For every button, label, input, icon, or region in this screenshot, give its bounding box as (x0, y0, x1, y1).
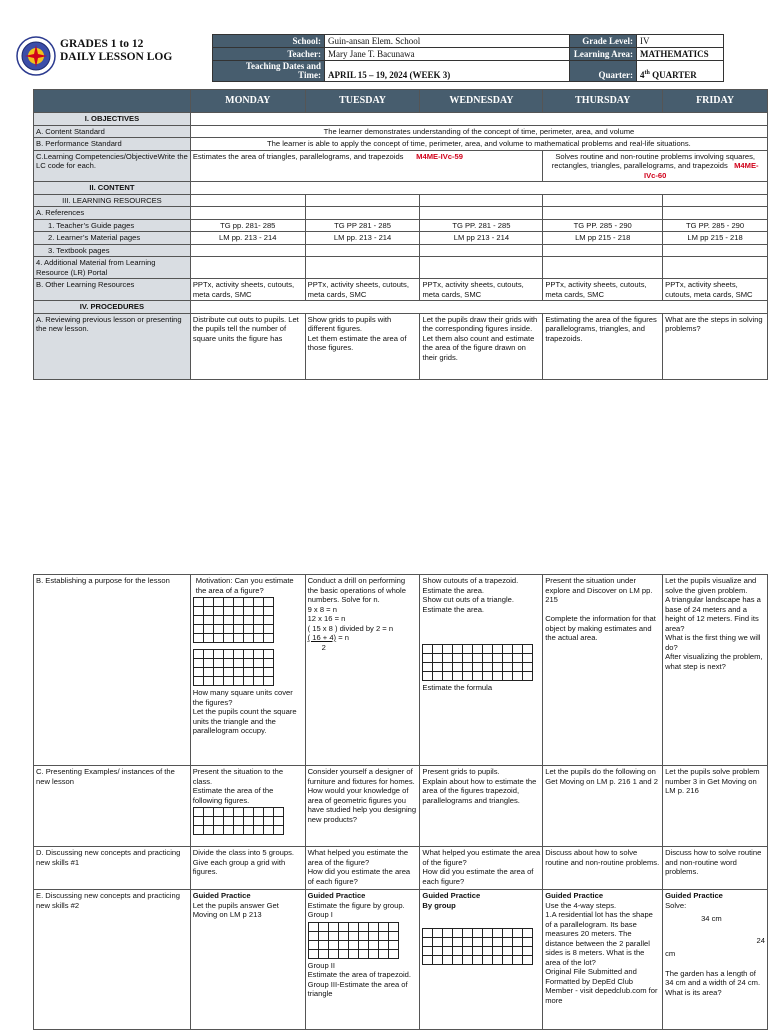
brand-title (60, 38, 220, 64)
content-standard-label: A. Content Standard (34, 125, 191, 138)
quarter-label: Quarter: (570, 61, 637, 82)
content-standard: The learner demonstrates understanding of the concept of time, perimeter, area, and volume (190, 125, 767, 138)
square-grid-4 (193, 807, 284, 835)
brand-line-1: GRADES 1 to 12 (60, 38, 144, 50)
lm-tue: LM pp. 213 - 214 (305, 232, 420, 245)
competencies-label: C.Learning Competencies/ObjectiveWrite the LC code for each. (34, 150, 191, 182)
purpose-label: B. Establishing a purpose for the lesson (34, 575, 191, 766)
day-friday: FRIDAY (663, 90, 768, 113)
discuss2-fri: Guided Practice Solve: 34 cm 24 cm The garden has a length of 34 cm and a width of 24 cm. What is its area? (663, 890, 768, 1030)
lc-code-59: M4ME-IVc-59 (416, 151, 463, 161)
tg-fri: TG PP. 285 - 290 (663, 219, 768, 232)
drill-4: ( 16 + 4) = n (307, 633, 349, 642)
grade-label: Grade Level: (570, 35, 637, 48)
discuss1-fri: Discuss how to solve routine and non-routine word problems. (663, 847, 768, 890)
discuss2-tue: Guided Practice Estimate the figure by group. Group I Group II Estimate the area of trapezoid. Group III-Estimate the area of triangle (305, 890, 420, 1030)
day-monday: MONDAY (190, 90, 305, 113)
lm-wed: LM pp 213 - 214 (420, 232, 543, 245)
other-mon: PPTx, activity sheets, cutouts, meta cards, SMC (190, 279, 305, 301)
section-content: II. CONTENT (34, 182, 191, 195)
area-label: Learning Area: (570, 48, 637, 61)
deped-seal-icon (16, 36, 56, 76)
present-wed: Present grids to pupils. Explain about how to estimate the area of the figures trapezoid, parallelograms and triangles. (420, 766, 543, 847)
purpose-mon: Motivation: Can you estimate the area of a figure? How many square units cover the figures? Let the pupils count the square units the triangle and the parallelogram occupy. (190, 575, 305, 766)
grade-value: IV (637, 35, 724, 48)
discuss2-wed: Guided Practice By group (420, 890, 543, 1030)
lc-code-60: M4ME-IVc-60 (643, 161, 759, 180)
other-thu: PPTx, activity sheets, cutouts, meta cards, SMC (543, 279, 663, 301)
procedures-table (33, 574, 768, 1030)
square-grid-3 (422, 644, 533, 681)
school-label: School: (213, 35, 325, 48)
square-grid-5 (308, 922, 399, 959)
brand-line-2: DAILY LESSON LOG (60, 51, 173, 63)
discuss2-mon: Guided Practice Let the pupils answer Get Moving on LM p 213 (190, 890, 305, 1030)
discuss1-mon: Divide the class into 5 groups. Give each group a grid with figures. (190, 847, 305, 890)
section-objectives: I. OBJECTIVES (34, 113, 191, 126)
section-resources: III. LEARNING RESOURCES (34, 194, 191, 207)
lm-fri: LM pp 215 - 218 (663, 232, 768, 245)
square-grid-2 (193, 649, 274, 686)
square-grid-1 (193, 597, 274, 643)
present-fri: Let the pupils solve problem number 3 in Get Moving on LM p. 216 (663, 766, 768, 847)
school-value: Guin-ansan Elem. School (325, 35, 570, 48)
day-tuesday: TUESDAY (305, 90, 420, 113)
performance-standard-label: B. Performance Standard (34, 138, 191, 151)
lr-portal-label: 4. Additional Material from Learning Resource (LR) Portal (34, 257, 191, 279)
area-value: MATHEMATICS (637, 48, 724, 61)
discuss1-thu: Discuss about how to solve routine and non-routine problems. (543, 847, 663, 890)
performance-standard: The learner is able to apply the concept of time, perimeter, area, and volume to mathematical problems and real-life situations. (190, 138, 767, 151)
lm-mon: LM pp. 213 - 214 (190, 232, 305, 245)
other-wed: PPTx, activity sheets, cutouts, meta cards, SMC (420, 279, 543, 301)
tg-tue: TG PP 281 - 285 (305, 219, 420, 232)
teacher-value: Mary Jane T. Bacunawa (325, 48, 570, 61)
drill-3: ( 15 x 8 ) divided by 2 = n (307, 623, 394, 633)
purpose-thu: Present the situation under explore and Discover on LM pp. 215 Complete the information for that object by making estimates and the actual area. (543, 575, 663, 766)
section-procedures: IV. PROCEDURES (34, 301, 191, 314)
discuss1-tue: What helped you estimate the area of the figure? How did you estimate the area of each figure? (305, 847, 420, 890)
purpose-wed: Show cutouts of a trapezoid. Estimate the area. Show cut outs of a triangle. Estimate the area. Estimate the formula (420, 575, 543, 766)
teacher-label: Teacher: (213, 48, 325, 61)
dates-value: APRIL 15 – 19, 2024 (WEEK 3) (325, 61, 570, 82)
references-label: A. References (34, 207, 191, 220)
day-thursday: THURSDAY (543, 90, 663, 113)
competency-solve: Solves routine and non-routine problems involving squares, rectangles, triangles, parallelograms, and trapezoids M4ME-IVc-60 (543, 150, 768, 182)
purpose-tue: Conduct a drill on performing the basic operations of whole numbers. Solve for n. 9 x 8 = n 12 x 16 = n ( 15 x 8 ) divided by 2 = n ( 16 + 4) = n 2 (305, 575, 420, 766)
lm-label: 2. Learner’s Material pages (34, 232, 191, 245)
discuss2-label: E. Discussing new concepts and practicing new skills #2 (34, 890, 191, 1030)
tg-thu: TG PP. 285 - 290 (543, 219, 663, 232)
day-wednesday: WEDNESDAY (420, 90, 543, 113)
objectives-table (33, 89, 768, 380)
present-label: C. Presenting Examples/ instances of the new lesson (34, 766, 191, 847)
other-tue: PPTx, activity sheets, cutouts, meta cards, SMC (305, 279, 420, 301)
present-tue: Consider yourself a designer of furniture and fixtures for homes. How would your knowledge of area of geometric figures you have studied help you designing new products? (305, 766, 420, 847)
other-fri: PPTx, activity sheets, cutouts, meta cards, SMC (663, 279, 768, 301)
present-mon: Present the situation to the class. Estimate the area of the following figures. (190, 766, 305, 847)
discuss2-thu: Guided Practice Use the 4-way steps. 1.A residential lot has the shape of a parallelogram. Its base measures 20 meters. The distance between the 2 parallel sides is 8 meters. What is the area of the lot? Original File Submitted and Formatted by DepEd Club Member - visit depedclub.com for more (543, 890, 663, 1030)
review-tue: Show grids to pupils with different figures. Let them estimate the area of those figures. (305, 313, 420, 379)
review-mon: Distribute cut outs to pupils. Let the pupils tell the number of square units the figure has (190, 313, 305, 379)
review-wed: Let the pupils draw their grids with the corresponding figures inside. Let them also count and estimate the area of the figure drawn on their grids. (420, 313, 543, 379)
purpose-fri: Let the pupils visualize and solve the given problem. A triangular landscape has a base of 24 meters and a height of 12 meters. Find its area? What is the first thing we will do? After visualizing the problem, what step is next? (663, 575, 768, 766)
square-grid-6 (422, 928, 533, 965)
lm-thu: LM pp 215 - 218 (543, 232, 663, 245)
discuss1-wed: What helped you estimate the area of the figure? How did you estimate the area of each figure? (420, 847, 543, 890)
quarter-value: 4th QUARTER (637, 61, 724, 82)
other-resources-label: B. Other Learning Resources (34, 279, 191, 301)
review-fri: What are the steps in solving problems? (663, 313, 768, 379)
tg-wed: TG PP. 281 - 285 (420, 219, 543, 232)
tg-mon: TG pp. 281- 285 (190, 219, 305, 232)
review-label: A. Reviewing previous lesson or presenting the new lesson. (34, 313, 191, 379)
dates-label: Teaching Dates and Time: (213, 61, 325, 82)
present-thu: Let the pupils do the following on Get Moving on LM p. 216 1 and 2 (543, 766, 663, 847)
discuss1-label: D. Discussing new concepts and practicing new skills #1 (34, 847, 191, 890)
drill-2: 12 x 16 = n (307, 614, 346, 623)
info-table (212, 34, 724, 82)
lesson-log-header (12, 34, 764, 78)
drill-1: 9 x 8 = n (307, 604, 337, 614)
competency-estimate: Estimates the area of triangles, parallelograms, and trapezoids M4ME-IVc-59 (190, 150, 542, 182)
textbook-label: 3. Textbook pages (34, 244, 191, 257)
tg-label: 1. Teacher’s Guide pages (34, 219, 191, 232)
review-thu: Estimating the area of the figures parallelograms, triangles, and trapezoids. (543, 313, 663, 379)
